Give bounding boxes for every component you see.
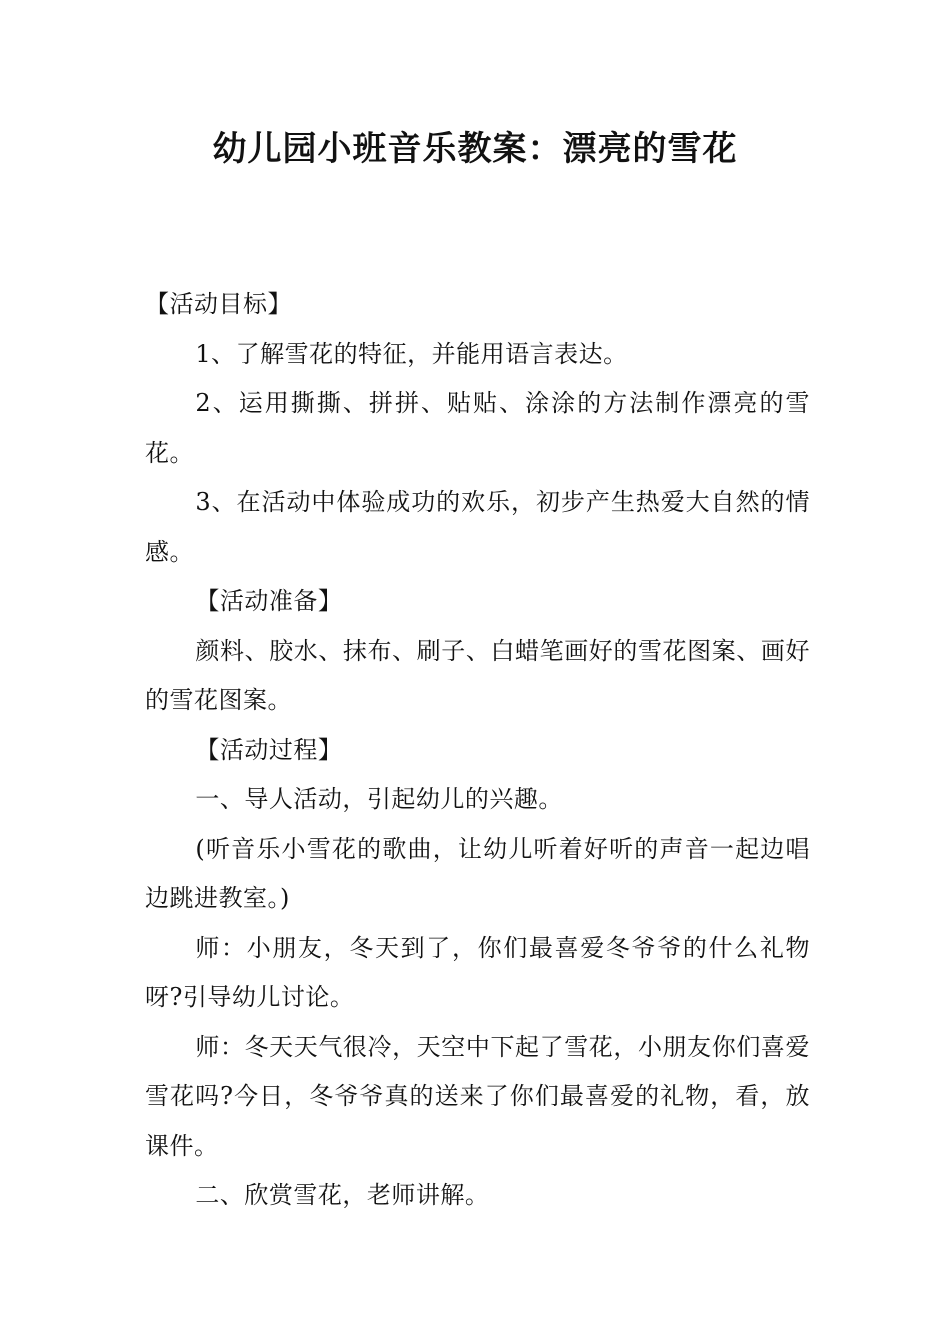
section-heading-goals: 【活动目标】	[145, 290, 292, 318]
goal-item-2: 2、运用撕撕、拼拼、贴贴、涂涂的方法制作漂亮的雪花。	[145, 389, 810, 467]
document-title: 幼儿园小班音乐教案：漂亮的雪花	[212, 129, 738, 169]
section-heading-process: 【活动过程】	[195, 735, 343, 764]
process-step-2: 二、欣赏雪花，老师讲解。	[195, 1181, 490, 1209]
document-body	[145, 280, 810, 1221]
goal-item-3: 3、在活动中体验成功的欢乐，初步产生热爱大自然的情感。	[145, 488, 810, 566]
teacher-line-1: 师：小朋友，冬天到了，你们最喜爱冬爷爷的什么礼物呀?引导幼儿讨论。	[145, 933, 810, 1011]
section-heading-preparation: 【活动准备】	[195, 587, 343, 615]
process-step-1: 一、导人活动，引起幼儿的兴趣。	[195, 785, 563, 813]
process-note: (听音乐小雪花的歌曲，让幼儿听着好听的声音一起边唱边跳进教室。)	[145, 834, 810, 912]
goal-item-1: 1、了解雪花的特征，并能用语言表达。	[195, 339, 628, 368]
teacher-line-2: 师：冬天天气很冷，天空中下起了雪花，小朋友你们喜爱雪花吗?今日，冬爷爷真的送来了你们最喜爱的礼物，看，放课件。	[145, 1032, 810, 1160]
preparation-text: 颜料、胶水、抹布、刷子、白蜡笔画好的雪花图案、画好的雪花图案。	[145, 636, 810, 714]
